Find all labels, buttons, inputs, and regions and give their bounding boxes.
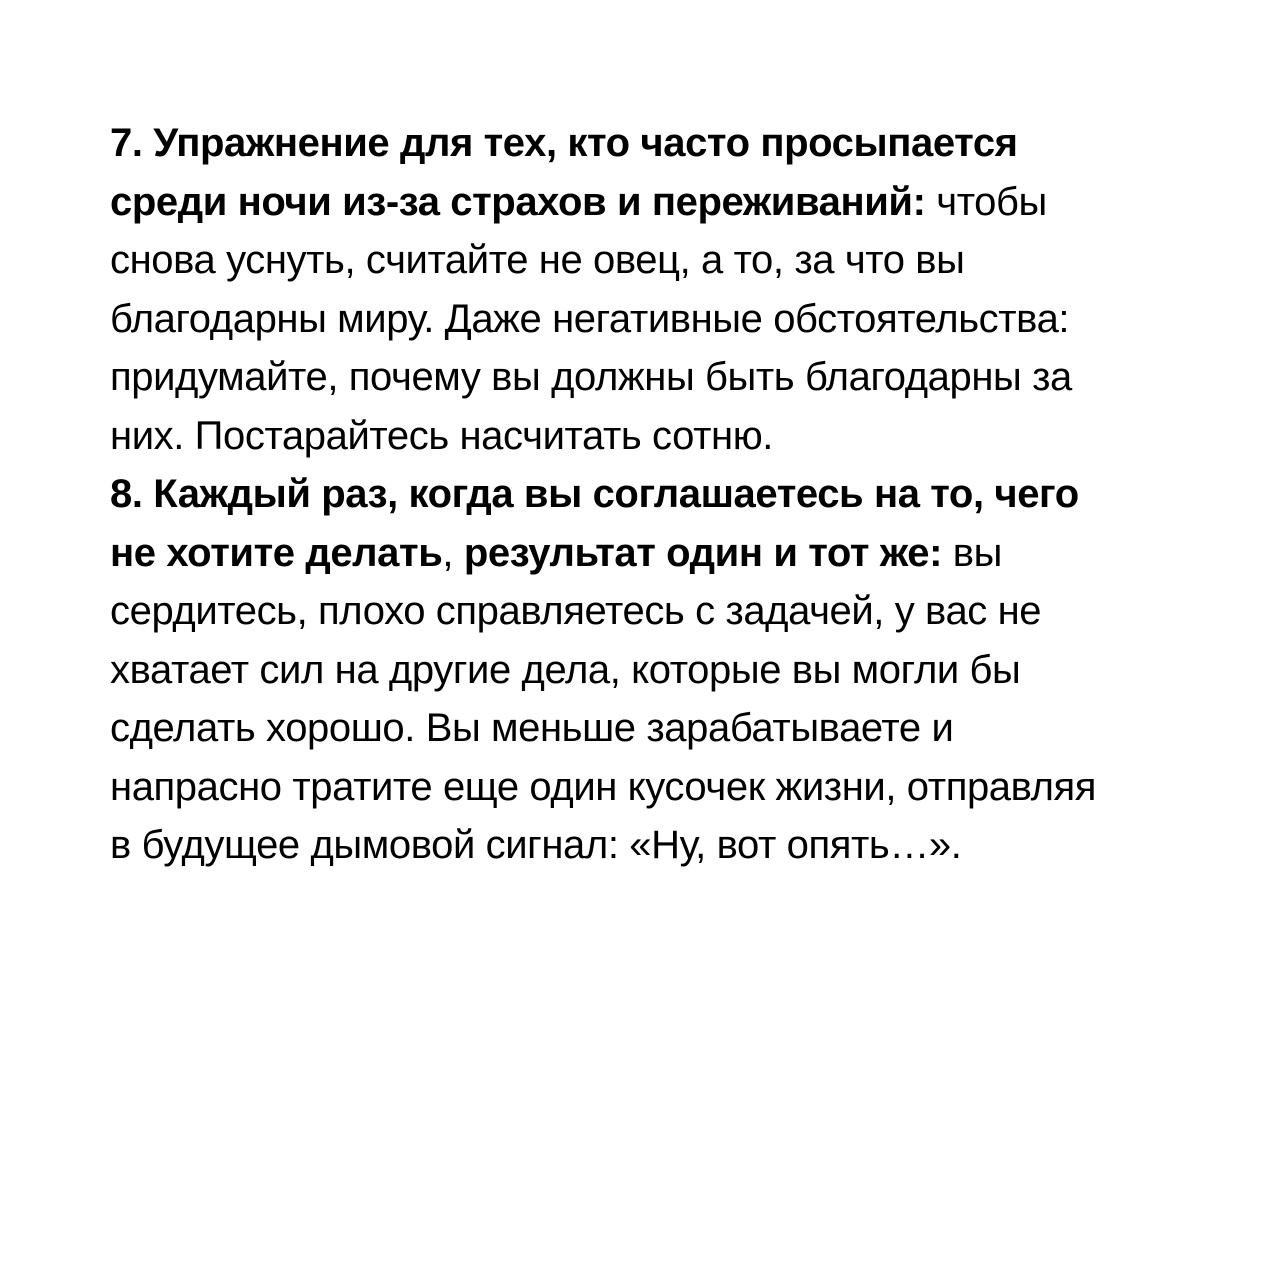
text-line (110, 465, 1200, 524)
tip-7 (110, 114, 1200, 465)
tip-7-body: придумайте, почему вы должны быть благодарны за (110, 355, 1072, 399)
text-line (110, 758, 1200, 817)
text-line (110, 173, 1200, 232)
text-line (110, 348, 1200, 407)
tip-8 (110, 465, 1200, 875)
tip-8-body: сердитесь, плохо справляетесь с задачей, у вас не (110, 589, 1042, 633)
tip-8-heading: результат один и тот же: (463, 530, 943, 575)
tip-7-body: снова уснуть, считайте не овец, а то, за что вы (110, 238, 965, 282)
tip-8-body: хватает сил на другие дела, которые вы могли бы (110, 647, 1021, 692)
tip-8-heading: не хотите делать (110, 530, 443, 575)
tip-8-body: в будущее дымовой сигнал: «Ну, вот опять…». (110, 823, 962, 867)
text-line (110, 582, 1200, 641)
tip-7-body: благодарны миру. Даже негативные обстоятельства: (110, 296, 1070, 341)
tip-7-heading: 7. Упражнение для тех, кто часто просыпается (110, 121, 1018, 165)
text-line (110, 290, 1200, 349)
tip-7-body: чтобы (925, 179, 1047, 224)
tip-8-body: вы (942, 530, 1002, 575)
text-line (110, 816, 1200, 875)
tip-8-body: сделать хорошо. Вы меньше зарабатываете и (110, 706, 954, 750)
tip-8-body: , (442, 530, 464, 575)
text-line (110, 641, 1200, 700)
text-line (110, 231, 1200, 290)
text-line (110, 114, 1200, 173)
text-line (110, 699, 1200, 758)
tip-7-body: них. Постарайтесь насчитать сотню. (110, 413, 774, 458)
tip-8-body: напрасно тратите еще один кусочек жизни, отправляя (110, 764, 1097, 809)
tip-8-heading: 8. Каждый раз, когда вы соглашаетесь на то, чего (110, 472, 1079, 516)
text-block (110, 114, 1200, 875)
tip-7-heading: среди ночи из-за страхов и переживаний: (110, 179, 926, 224)
text-line (110, 407, 1200, 466)
text-line (110, 524, 1200, 583)
